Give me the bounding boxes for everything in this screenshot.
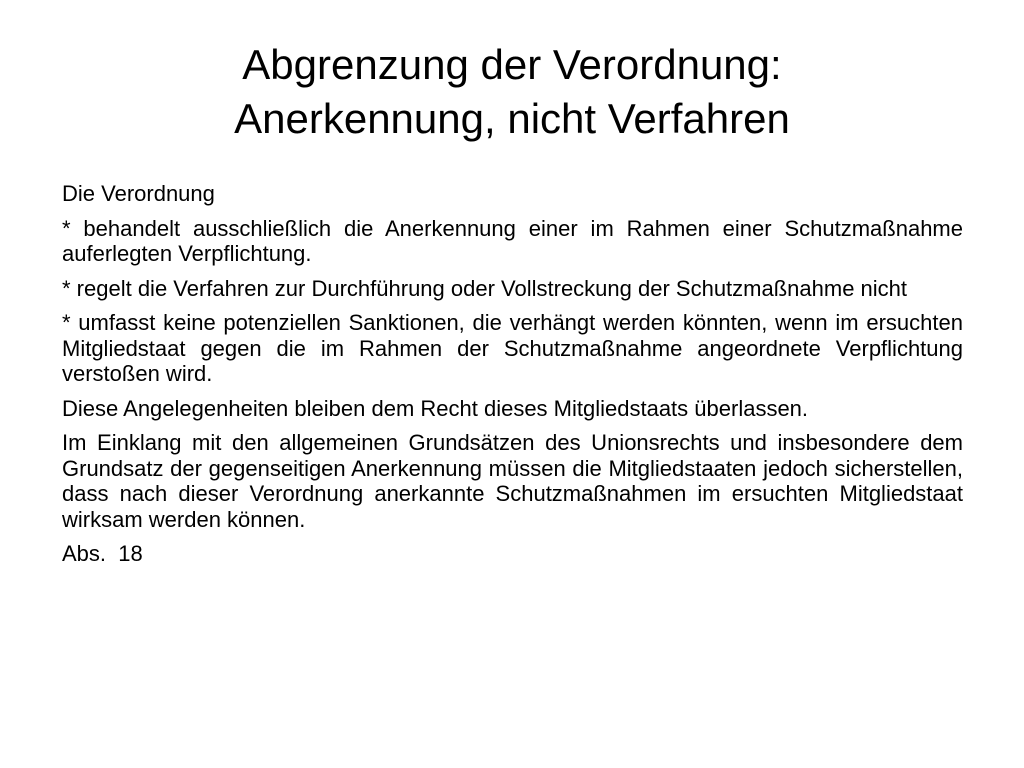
recital-reference: Abs. 18: [62, 541, 143, 566]
slide-body: [62, 181, 963, 576]
intro-paragraph: Die Verordnung: [62, 181, 215, 206]
bullet-recognition: * behandelt ausschließlich die Anerkennung einer im Rahmen einer Schutzmaßnahme auferlegten Verpflichtung.: [62, 215, 963, 266]
slide-title: [60, 38, 964, 146]
title-line-2: Anerkennung, nicht Verfahren: [234, 95, 790, 142]
national-law-paragraph: Diese Angelegenheiten bleiben dem Recht dieses Mitgliedstaats überlassen.: [62, 395, 809, 421]
union-law-paragraph: Im Einklang mit den allgemeinen Grundsätzen des Unionsrechts und insbesondere dem Grundsatz der gegenseitigen Anerkennung müssen die Mitgliedstaaten jedoch sicherstellen, dass nach dieser Verordnung anerkannte Schutzmaßnahmen im ersuchten Mitgliedstaat wirksam werden können.: [62, 430, 963, 532]
bullet-procedures: * regelt die Verfahren zur Durchführung oder Vollstreckung der Schutzmaßnahme nicht: [62, 275, 908, 301]
bullet-sanctions: * umfasst keine potenziellen Sanktionen, die verhängt werden könnten, wenn im ersuchten Mitgliedstaat gegen die im Rahmen der Schutzmaßnahme angeordnete Verpflichtung verstoßen wird.: [62, 310, 963, 386]
title-line-1: Abgrenzung der Verordnung:: [242, 41, 782, 88]
